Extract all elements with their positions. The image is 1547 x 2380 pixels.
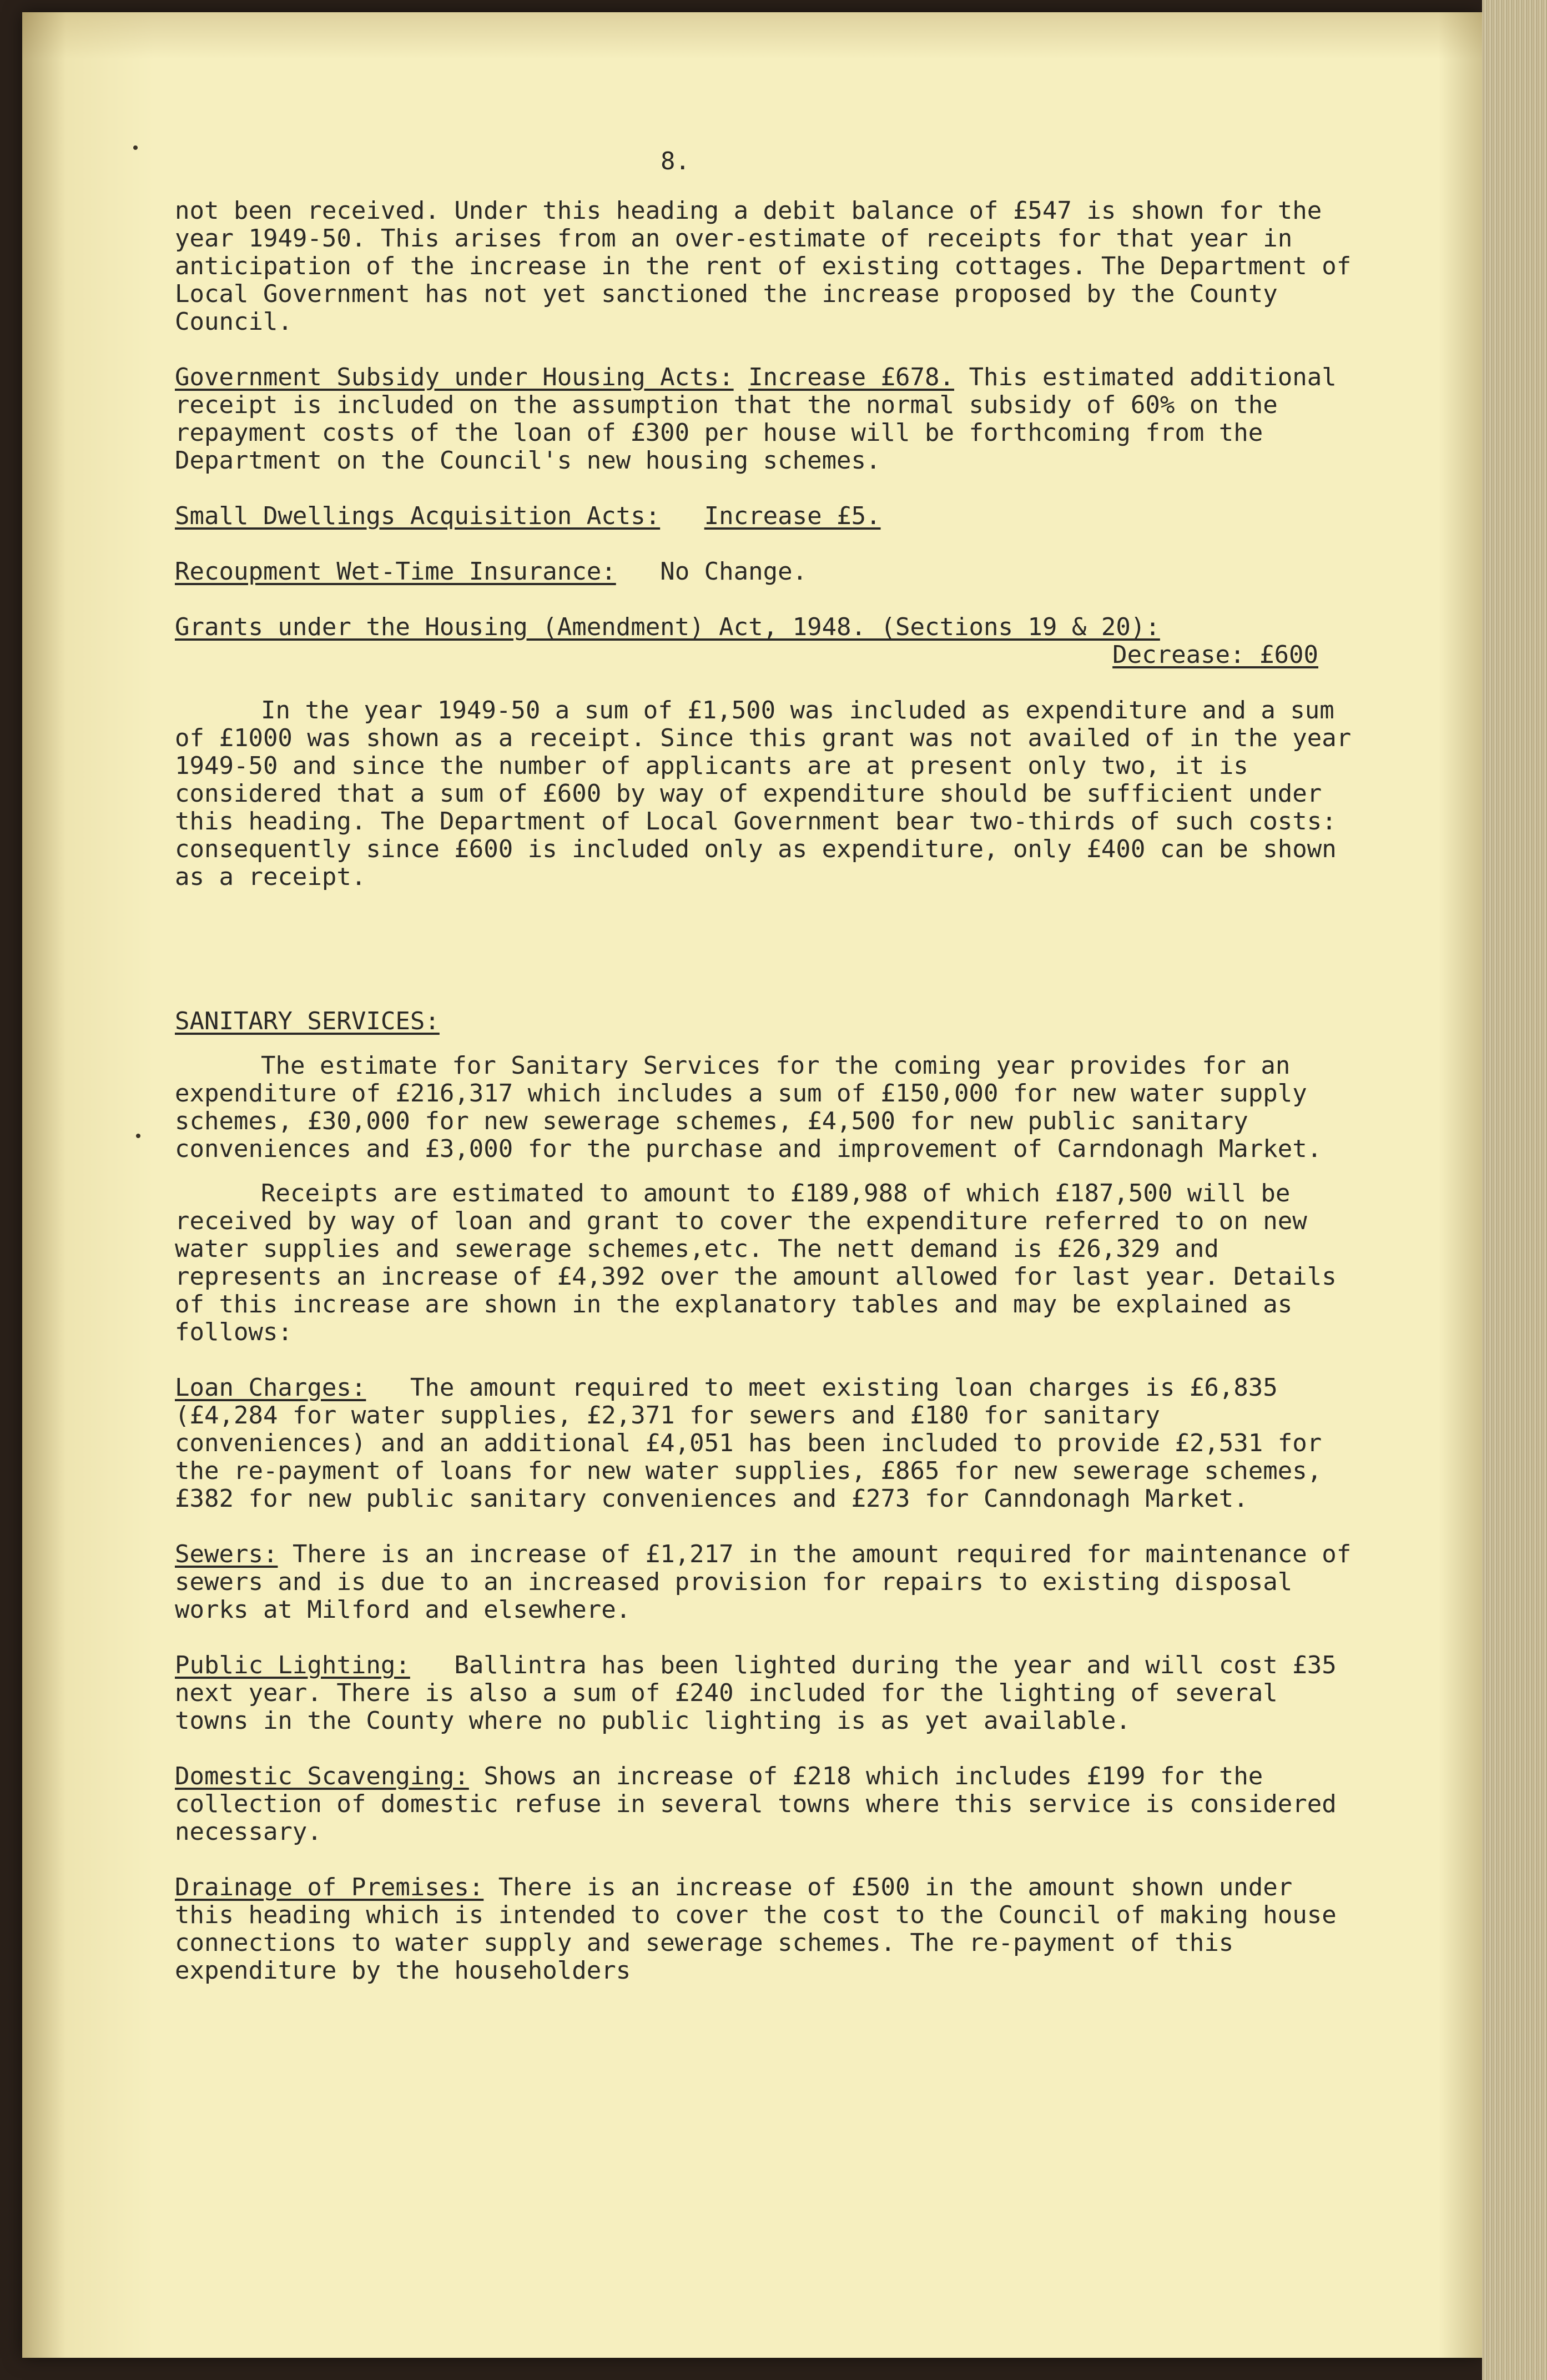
section-public-lighting: [175, 1652, 1363, 1735]
section-heading: SANITARY SERVICES:: [175, 1007, 440, 1035]
section-change: Increase £678.: [748, 363, 955, 391]
section-heading: Public Lighting:: [175, 1651, 410, 1679]
section-text: Shows an increase of £218 which includes £199 for the collection of domestic refuse in several towns where this service is considered necessary.: [175, 1762, 1337, 1846]
section-drainage: [175, 1874, 1363, 1985]
section-change: Increase £5.: [704, 502, 881, 530]
section-grants-heading: [175, 613, 1363, 641]
section-recoupment: [175, 558, 1363, 586]
paragraph-continued: not been received. Under this heading a debit balance of £547 is shown for the year 1949-50. This arises from an over-estimate of receipts for that year in anticipation of the increase in the rent of existing cottages. The Department of Local Government has not yet sanctioned the increase proposed by the County Council.: [175, 197, 1352, 336]
section-change: No Change.: [660, 557, 808, 586]
section-change: Decrease: £600: [1112, 641, 1318, 669]
section-heading: Domestic Scavenging:: [175, 1762, 469, 1790]
section-grants-text: In the year 1949-50 a sum of £1,500 was included as expenditure and a sum of £1000 was shown as a receipt. Since this grant was not availed of in the year 1949-50 and since the number of applicants are at present only two, it is considered that a sum of £600 by way of expenditure should be sufficient under this heading. The Department of Local Government bear two-thirds of such costs: consequently since £600 is included only as expenditure, only £400 can be shown as a receipt.: [175, 696, 1352, 891]
spacer: [175, 919, 1363, 1008]
section-text: The amount required to meet existing loan charges is £6,835 (£4,284 for water supplies, £2,371 for sewers and £180 for sanitary conveniences) and an additional £4,051 has been included to provide £2,531 for the re-payment of loans for new water supplies, £865 for new sewerage schemes, £382 for new public sanitary conveniences and £273 for Canndonagh Market.: [175, 1373, 1322, 1513]
page-edges: [1482, 0, 1547, 2380]
ink-speck: [133, 145, 138, 150]
section-heading: Grants under the Housing (Amendment) Act, 1948. (Sections 19 & 20):: [175, 613, 1160, 641]
section-heading: Drainage of Premises:: [175, 1873, 484, 1901]
section-heading: Government Subsidy under Housing Acts:: [175, 363, 734, 391]
section-text: There is an increase of £500 in the amount shown under this heading which is intended to cover the cost to the Council of making house connections to water supply and sewerage schemes. The re-payment of this expenditure by the householders: [175, 1873, 1337, 1985]
section-heading: Recoupment Wet-Time Insurance:: [175, 557, 616, 586]
section-heading: Small Dwellings Acquisition Acts:: [175, 502, 661, 530]
section-government-subsidy: [175, 364, 1363, 475]
page-number: 8.: [661, 147, 690, 175]
section-domestic-scavenging: [175, 1763, 1363, 1846]
section-loan-charges: [175, 1374, 1363, 1513]
section-heading: Loan Charges:: [175, 1373, 366, 1402]
section-text: This estimated additional receipt is included on the assumption that the normal subsidy of 60% on the repayment costs of the loan of £300 per house will be forthcoming from the Department on the Council's new housing schemes.: [175, 363, 1337, 475]
sanitary-heading: [175, 1008, 1363, 1035]
section-sewers: [175, 1541, 1363, 1624]
section-text: Ballintra has been lighted during the year and will cost £35 next year. There is also a sum of £240 included for the lighting of several towns in the County where no public lighting is as yet available.: [175, 1651, 1337, 1735]
sanitary-paragraph-1: The estimate for Sanitary Services for the coming year provides for an expenditure of £216,317 which includes a sum of £150,000 for new water supply schemes, £30,000 for new sewerage schemes, £4,500 for new public sanitary conveniences and £3,000 for the purchase and improvement of Carndonagh Market.: [175, 1051, 1322, 1163]
page-text: [175, 197, 1363, 2012]
sanitary-paragraph-2: Receipts are estimated to amount to £189,988 of which £187,500 will be received by way of loan and grant to cover the expenditure referred to on new water supplies and sewerage schemes,etc. The nett demand is £26,329 and represents an increase of £4,392 over the amount allowed for last year. Details of this increase are shown in the explanatory tables and may be explained as follows:: [175, 1179, 1337, 1346]
section-heading: Sewers:: [175, 1540, 278, 1568]
section-text: There is an increase of £1,217 in the amount required for maintenance of sewers and is due to an increased provision for repairs to existing disposal works at Milford and elsewhere.: [175, 1540, 1352, 1624]
section-grants-change: [175, 641, 1363, 669]
ink-speck: [136, 1134, 140, 1138]
section-small-dwellings: [175, 502, 1363, 530]
